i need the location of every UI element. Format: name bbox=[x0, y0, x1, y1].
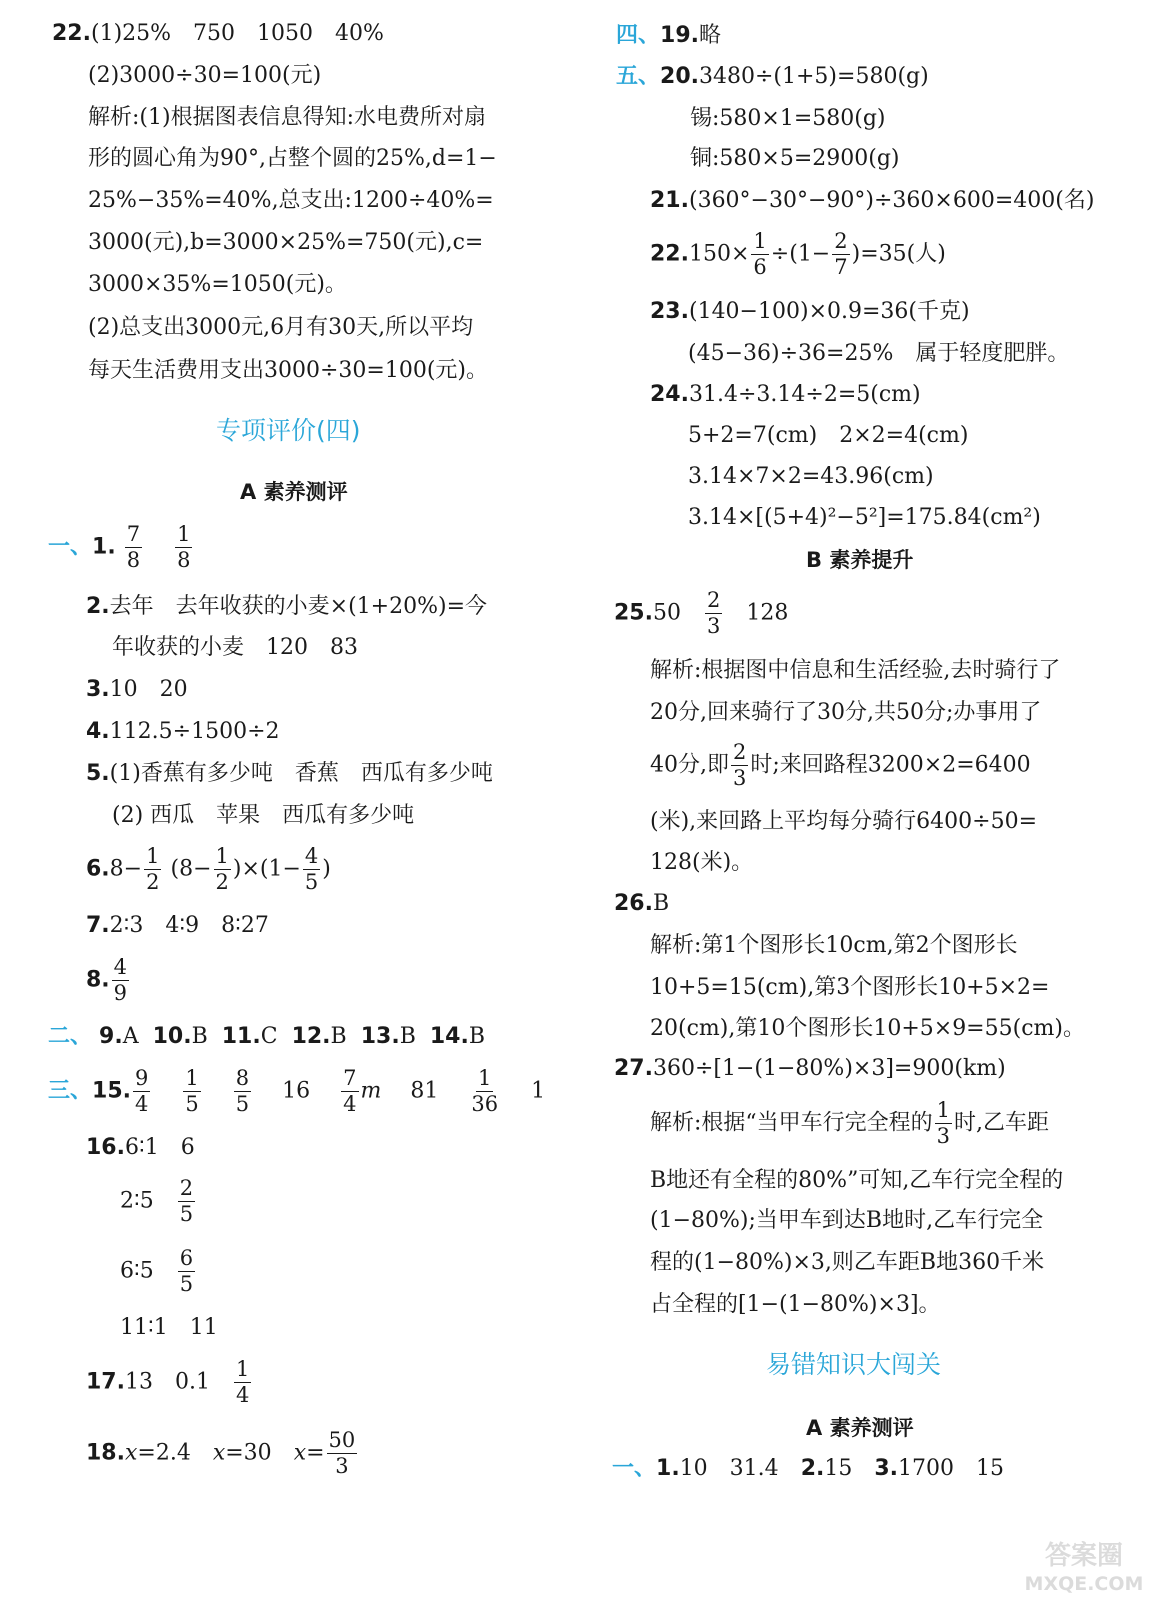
fraction: $\frac{1}{2}$ bbox=[215, 844, 229, 894]
q16-answer-3: 6∶5 $\frac{6}{5}$ bbox=[120, 1246, 194, 1296]
fraction: $\frac{8}{5}$ bbox=[235, 1066, 250, 1116]
q27-explanation-line: 占全程的[1−(1−80%)×3]。 bbox=[650, 1292, 941, 1317]
q1-answer: 一、1. $\frac{7}{8}$ $\frac{1}{8}$ bbox=[48, 522, 191, 572]
fraction: $\frac{1}{2}$ bbox=[146, 844, 160, 894]
q4-answer: 4.112.5÷1500÷2 bbox=[86, 719, 280, 744]
q22-explanation-line: 3000×35%=1050(元)。 bbox=[88, 272, 347, 297]
q24-answer-2: 5+2=7(cm) 2×2=4(cm) bbox=[688, 423, 969, 448]
q18-answer: 18.x=2.4 x=30 x= $\frac{50}{3}$ bbox=[86, 1428, 356, 1478]
fraction: $\frac{7}{8}$ bbox=[126, 522, 141, 572]
fraction: $\frac{1}{5}$ bbox=[185, 1066, 199, 1116]
q20-answer-2: 锡:580×1=580(g) bbox=[690, 106, 886, 131]
q22-explanation-line: 每天生活费用支出3000÷30=100(元)。 bbox=[88, 358, 489, 383]
subsection-title: B 素养提升 bbox=[806, 548, 914, 572]
choice-answer: 9.A bbox=[99, 1024, 139, 1049]
q15-answer: 三、15. $\frac{9}{4}$ $\frac{1}{5}$ $\frac{8}{5}$ 16 $\frac{7}{4}$ m 81 $\frac{1}{36}$ 1 bbox=[48, 1066, 546, 1116]
q27-answer: 27.360÷[1−(1−80%)×3]=900(km) bbox=[614, 1056, 1006, 1081]
q25-explanation-line: 解析:根据图中信息和生活经验,去时骑行了 bbox=[650, 658, 1061, 683]
fraction: $\frac{1}{4}$ bbox=[235, 1357, 250, 1407]
q23-answer-1: 23.(140−100)×0.9=36(千克) bbox=[650, 299, 970, 324]
q25-answer: 25.50 $\frac{2}{3}$ 128 bbox=[614, 588, 789, 638]
fraction: $\frac{1}{6}$ bbox=[753, 229, 767, 279]
q2-answer-2: 年收获的小麦 120 83 bbox=[112, 635, 358, 660]
fraction: $\frac{2}{3}$ bbox=[733, 740, 747, 790]
choice-answer: 12.B bbox=[291, 1024, 347, 1049]
q23-answer-2: (45−36)÷36=25% 属于轻度肥胖。 bbox=[688, 341, 1070, 366]
q25-explanation-line: (米),来回路上平均每分骑行6400÷50= bbox=[650, 809, 1038, 834]
choice-answer: 13.B bbox=[360, 1024, 416, 1049]
q25-explanation-line: 128(米)。 bbox=[650, 850, 754, 875]
q22-explanation-line: 解析:(1)根据图表信息得知:水电费所对扇 bbox=[88, 105, 486, 130]
q26-explanation-line: 解析:第1个图形长10cm,第2个图形长 bbox=[650, 933, 1018, 958]
q22-answer-2: (2)3000÷30=100(元) bbox=[88, 63, 322, 88]
fraction: $\frac{2}{5}$ bbox=[179, 1176, 194, 1226]
q20-answer-1: 五、20.3480÷(1+5)=580(g) bbox=[616, 64, 929, 89]
subsection-title: A 素养测评 bbox=[240, 480, 348, 504]
final-answers: 一、1.10 31.4 2.15 3.1700 15 bbox=[612, 1456, 1005, 1481]
fraction: $\frac{6}{5}$ bbox=[179, 1246, 194, 1296]
q8-answer: 8. $\frac{4}{9}$ bbox=[86, 955, 128, 1005]
q16-answer-2: 2∶5 $\frac{2}{5}$ bbox=[120, 1176, 194, 1226]
q3-answer: 3.10 20 bbox=[86, 677, 188, 702]
choice-answer: 10.B bbox=[152, 1024, 208, 1049]
q27-explanation-line: 解析:根据“当甲车行完全程的 $\frac{1}{3}$ 时,乙车距 bbox=[650, 1098, 1050, 1148]
q5-answer-2: (2) 西瓜 苹果 西瓜有多少吨 bbox=[112, 803, 415, 828]
q22-explanation-line: 25%−35%=40%,总支出:1200÷40%= bbox=[88, 188, 494, 213]
q26-explanation-line: 10+5=15(cm),第3个图形长10+5×2= bbox=[650, 975, 1050, 1000]
q27-explanation-line: B地还有全程的80%”可知,乙车行完全程的 bbox=[650, 1168, 1064, 1193]
q22-explanation-line: (2)总支出3000元,6月有30天,所以平均 bbox=[88, 315, 474, 340]
q24-answer-3: 3.14×7×2=43.96(cm) bbox=[688, 464, 934, 489]
fraction: $\frac{2}{3}$ bbox=[707, 588, 721, 638]
fraction: $\frac{1}{36}$ bbox=[471, 1066, 499, 1116]
q17-answer: 17.13 0.1 $\frac{1}{4}$ bbox=[86, 1357, 250, 1407]
q16-answer-1: 16.6∶1 6 bbox=[86, 1135, 195, 1160]
fraction: $\frac{1}{3}$ bbox=[936, 1098, 951, 1148]
fraction: $\frac{7}{4}$ bbox=[343, 1066, 357, 1116]
q5-answer-1: 5.(1)香蕉有多少吨 香蕉 西瓜有多少吨 bbox=[86, 761, 493, 786]
fraction: $\frac{4}{5}$ bbox=[304, 844, 319, 894]
fraction: $\frac{2}{7}$ bbox=[834, 229, 848, 279]
q21-answer: 21.(360°−30°−90°)÷360×600=400(名) bbox=[650, 188, 1095, 213]
q27-explanation-line: 程的(1−80%)×3,则乙车距B地360千米 bbox=[650, 1250, 1045, 1275]
q26-explanation-line: 20(cm),第10个图形长10+5×9=55(cm)。 bbox=[650, 1016, 1085, 1041]
q22-answer: 22.150× $\frac{1}{6}$ ÷(1− $\frac{2}{7}$ )=35(人) bbox=[650, 229, 946, 279]
watermark-logo bbox=[1009, 1536, 1159, 1596]
fraction: $\frac{1}{8}$ bbox=[177, 522, 191, 572]
watermark-line1: 答案圈 bbox=[1044, 1541, 1124, 1571]
q22-answer-1: 22.(1)25% 750 1050 40% bbox=[52, 21, 384, 46]
fraction: $\frac{50}{3}$ bbox=[328, 1428, 356, 1478]
q26-answer: 26.B bbox=[614, 891, 670, 916]
fraction: $\frac{4}{9}$ bbox=[113, 955, 128, 1005]
watermark-line2: MXQE.COM bbox=[1024, 1573, 1144, 1595]
q24-answer-1: 24.31.4÷3.14÷2=5(cm) bbox=[650, 382, 921, 407]
choice-answer: 14.B bbox=[429, 1024, 486, 1049]
q24-answer-4: 3.14×[(5+4)²−5²]=175.84(cm²) bbox=[688, 505, 1041, 530]
q22-explanation-line: 3000(元),b=3000×25%=750(元),c= bbox=[88, 230, 484, 255]
fraction: $\frac{9}{4}$ bbox=[135, 1066, 149, 1116]
q6-answer: 6.8− $\frac{1}{2}$ (8− $\frac{1}{2}$ )×(1− $\frac{4}{5}$ ) bbox=[86, 844, 331, 894]
q22-explanation-line: 形的圆心角为90°,占整个圆的25%,d=1− bbox=[88, 146, 497, 171]
subsection-title: A 素养测评 bbox=[806, 1416, 914, 1440]
q27-explanation-line: (1−80%);当甲车到达B地时,乙车行完全 bbox=[650, 1208, 1044, 1233]
part2-answers: 二、 9.A 10.B 11.C 12.B 13.B 14.B bbox=[48, 1024, 486, 1049]
q25-explanation-line: 20分,回来骑行了30分,共50分;办事用了 bbox=[650, 700, 1042, 725]
q25-explanation-line: 40分,即 $\frac{2}{3}$ 时;来回路程3200×2=6400 bbox=[650, 740, 1031, 790]
q7-answer: 7.2∶3 4∶9 8∶27 bbox=[86, 913, 269, 938]
choice-answer: 11.C bbox=[221, 1024, 278, 1049]
q2-answer-1: 2.去年 去年收获的小麦×(1+20%)=今 bbox=[86, 594, 488, 619]
q16-answer-4: 11∶1 11 bbox=[120, 1315, 218, 1340]
q20-answer-3: 铜:580×5=2900(g) bbox=[690, 146, 900, 171]
section-title: 专项评价(四) bbox=[216, 416, 361, 445]
section-title: 易错知识大闯关 bbox=[766, 1350, 942, 1379]
q19-answer: 四、19.略 bbox=[616, 23, 722, 48]
